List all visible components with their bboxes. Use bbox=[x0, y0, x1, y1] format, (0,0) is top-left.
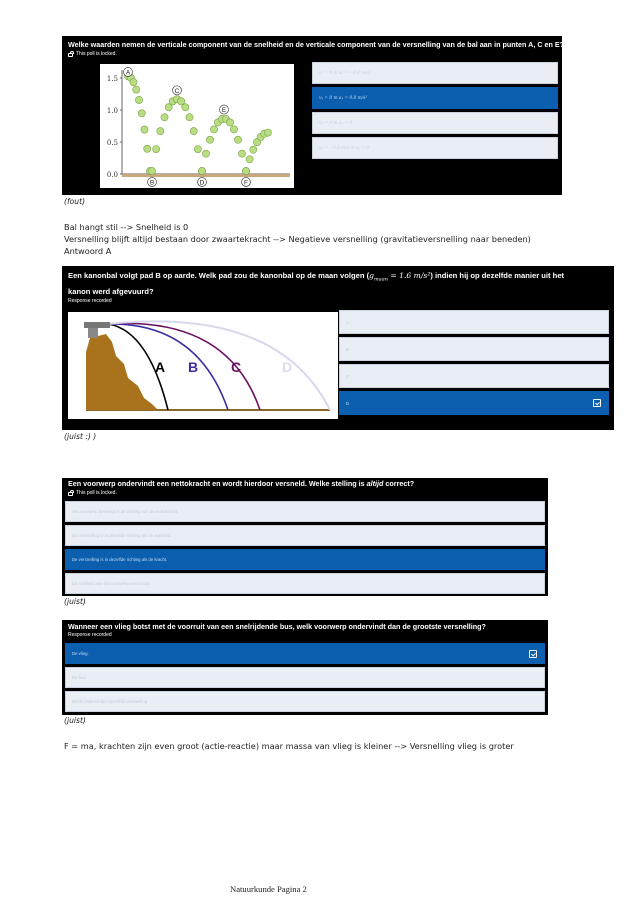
poll-2-option[interactable]: A bbox=[339, 310, 609, 334]
note-1-line: Bal hangt stil --> Snelheid is 0 bbox=[64, 222, 189, 232]
ground-strip bbox=[122, 174, 290, 177]
y-tick-label: 1.5 bbox=[106, 75, 118, 83]
poll-3 bbox=[62, 478, 548, 596]
poll-4-option-selected[interactable] bbox=[65, 643, 545, 664]
poll-2-option[interactable]: C bbox=[339, 364, 609, 388]
poll-1-option[interactable] bbox=[312, 137, 558, 159]
point-label-text: E bbox=[221, 107, 227, 115]
poll-4-status: Response recorded bbox=[68, 632, 112, 638]
poll-2-title bbox=[68, 270, 564, 298]
poll-2-result: (juist :) ) bbox=[64, 432, 97, 441]
ball-position bbox=[202, 150, 209, 157]
ball-position bbox=[226, 119, 233, 126]
poll-4-option[interactable]: De bus. bbox=[65, 667, 545, 688]
ball-position bbox=[138, 110, 145, 117]
ball-position bbox=[198, 167, 205, 174]
point-label-text: C bbox=[174, 87, 180, 95]
poll-3-option-selected[interactable]: De versnelling is in dezelfde richting als de kracht. bbox=[65, 549, 545, 570]
ball-position bbox=[141, 126, 148, 133]
note-1-line: Versnelling blijft altijd bestaan door zwaartekracht --> Negatieve versnelling (gravitatieversnelling naar beneden) bbox=[64, 234, 531, 244]
poll-1-option[interactable] bbox=[312, 62, 558, 84]
y-tick-label: 0.0 bbox=[106, 171, 118, 179]
poll-2 bbox=[62, 266, 614, 430]
poll-4-title: Wanneer een vlieg botst met de voorruit van een snelrijdende bus, welk voorwerp ondervindt dan de grootste versnelling? bbox=[68, 622, 486, 631]
ball-position bbox=[148, 167, 155, 174]
checkmark-icon bbox=[529, 650, 537, 658]
poll-1-status bbox=[68, 51, 117, 57]
point-label-text: F bbox=[244, 179, 248, 187]
checkmark-icon bbox=[593, 399, 601, 407]
ball-position bbox=[194, 145, 201, 152]
cannon-trajectory-diagram bbox=[68, 312, 338, 419]
note-1-line: Antwoord A bbox=[64, 246, 112, 256]
ball-position bbox=[230, 126, 237, 133]
ball-position bbox=[135, 96, 142, 103]
moon-gravity-symbol: $g_{maan} = 1.6$ m/s² bbox=[369, 271, 431, 283]
poll-2-title-line2: kanon werd afgevuurd? bbox=[68, 286, 154, 296]
note-4-line: F = ma, krachten zijn even groot (actie-reactie) maar massa van vlieg is kleiner --> Versnelling vlieg is groter bbox=[64, 741, 514, 751]
lock-icon bbox=[68, 53, 73, 57]
ball-position bbox=[206, 136, 213, 143]
label-a: A bbox=[155, 359, 166, 375]
poll-4-option[interactable]: Beide ondervinden dezelfde versnelling. bbox=[65, 691, 545, 712]
bouncing-ball-graph bbox=[100, 64, 294, 188]
y-tick-label: 1.0 bbox=[106, 107, 118, 115]
label-d: D bbox=[282, 359, 293, 375]
poll-4-option-text: De vlieg. bbox=[72, 651, 89, 656]
poll-3-result: (juist) bbox=[64, 597, 86, 606]
point-label-text: B bbox=[149, 179, 155, 187]
poll-2-option-text: D bbox=[346, 400, 350, 406]
poll-2-title-pre: Een kanonbal volgt pad B op aarde. Welk pad zou de kanonbal op de maan volgen ( bbox=[68, 271, 370, 280]
cannon-trajectory-svg bbox=[68, 312, 338, 419]
page-footer: Natuurkunde Pagina 2 bbox=[230, 884, 307, 894]
ball-position bbox=[182, 104, 189, 111]
poll-1-option-text: vᵧ = −9.8 m/s m aᵧ = 0 bbox=[319, 145, 369, 151]
poll-1-option-text: vᵧ = 0 m aᵧ = −9.8 m/s² bbox=[319, 70, 371, 76]
poll-1 bbox=[62, 36, 565, 195]
lock-icon bbox=[68, 492, 73, 496]
ball-position bbox=[264, 129, 271, 136]
ball-position bbox=[161, 114, 168, 121]
poll-1-option-text: vᵧ = 0 m aᵧ = 9.8 m/s² bbox=[319, 95, 368, 101]
poll-2-status: Response recorded bbox=[68, 298, 112, 304]
poll-3-option[interactable]: Het voorwerp beweegt in de richting van de nettokracht. bbox=[65, 501, 545, 522]
ball-position bbox=[190, 128, 197, 135]
cannon-base bbox=[88, 328, 98, 338]
ball-position bbox=[238, 150, 245, 157]
ball-position bbox=[246, 156, 253, 163]
ball-position bbox=[144, 145, 151, 152]
ball-position bbox=[130, 79, 137, 86]
poll-3-status bbox=[68, 490, 117, 496]
poll-1-title: Welke waarden nemen de verticale component van de snelheid en de verticale component van de versnelling van de bal aan in punten A, C en E? bbox=[68, 40, 565, 49]
poll-1-option-text: vᵧ = 0 m aᵧ = 0 bbox=[319, 120, 353, 126]
ball-position bbox=[242, 167, 249, 174]
ball-position bbox=[186, 114, 193, 121]
point-label-text: A bbox=[125, 69, 131, 77]
poll-3-title: Een voorwerp ondervindt een nettokracht en wordt hierdoor versneld. Welke stelling is altijd correct? bbox=[68, 479, 415, 488]
ball-position bbox=[234, 136, 241, 143]
cliff-shape bbox=[86, 334, 158, 410]
point-label-text: D bbox=[199, 179, 205, 187]
poll-1-result: (fout) bbox=[64, 197, 86, 206]
ball-position bbox=[157, 128, 164, 135]
poll-4-result: (juist) bbox=[64, 716, 86, 725]
poll-1-option-selected[interactable] bbox=[312, 87, 558, 109]
poll-1-status-text: This poll is locked. bbox=[76, 51, 117, 57]
ball-position bbox=[250, 146, 257, 153]
ball-position bbox=[153, 145, 160, 152]
cannon-barrel bbox=[84, 322, 110, 328]
ball-position bbox=[133, 86, 140, 93]
y-tick-label: 0.5 bbox=[106, 139, 118, 147]
poll-2-title-post: ) indien hij op dezelfde manier uit het bbox=[430, 271, 565, 280]
label-b: B bbox=[188, 359, 199, 375]
poll-3-title-emphasis: altijd bbox=[366, 479, 384, 488]
poll-2-option-selected[interactable] bbox=[339, 391, 609, 415]
poll-2-option[interactable]: B bbox=[339, 337, 609, 361]
poll-1-option[interactable] bbox=[312, 112, 558, 134]
bouncing-ball-svg bbox=[100, 64, 294, 188]
poll-4 bbox=[62, 620, 548, 715]
poll-3-option[interactable]: De snelheid van het voorwerp neemt toe. bbox=[65, 573, 545, 594]
label-c: C bbox=[231, 359, 242, 375]
poll-3-option[interactable]: De versnelling is in dezelfde richting als de snelheid. bbox=[65, 525, 545, 546]
ball-position bbox=[210, 126, 217, 133]
poll-3-status-text: This poll is locked. bbox=[76, 490, 117, 496]
